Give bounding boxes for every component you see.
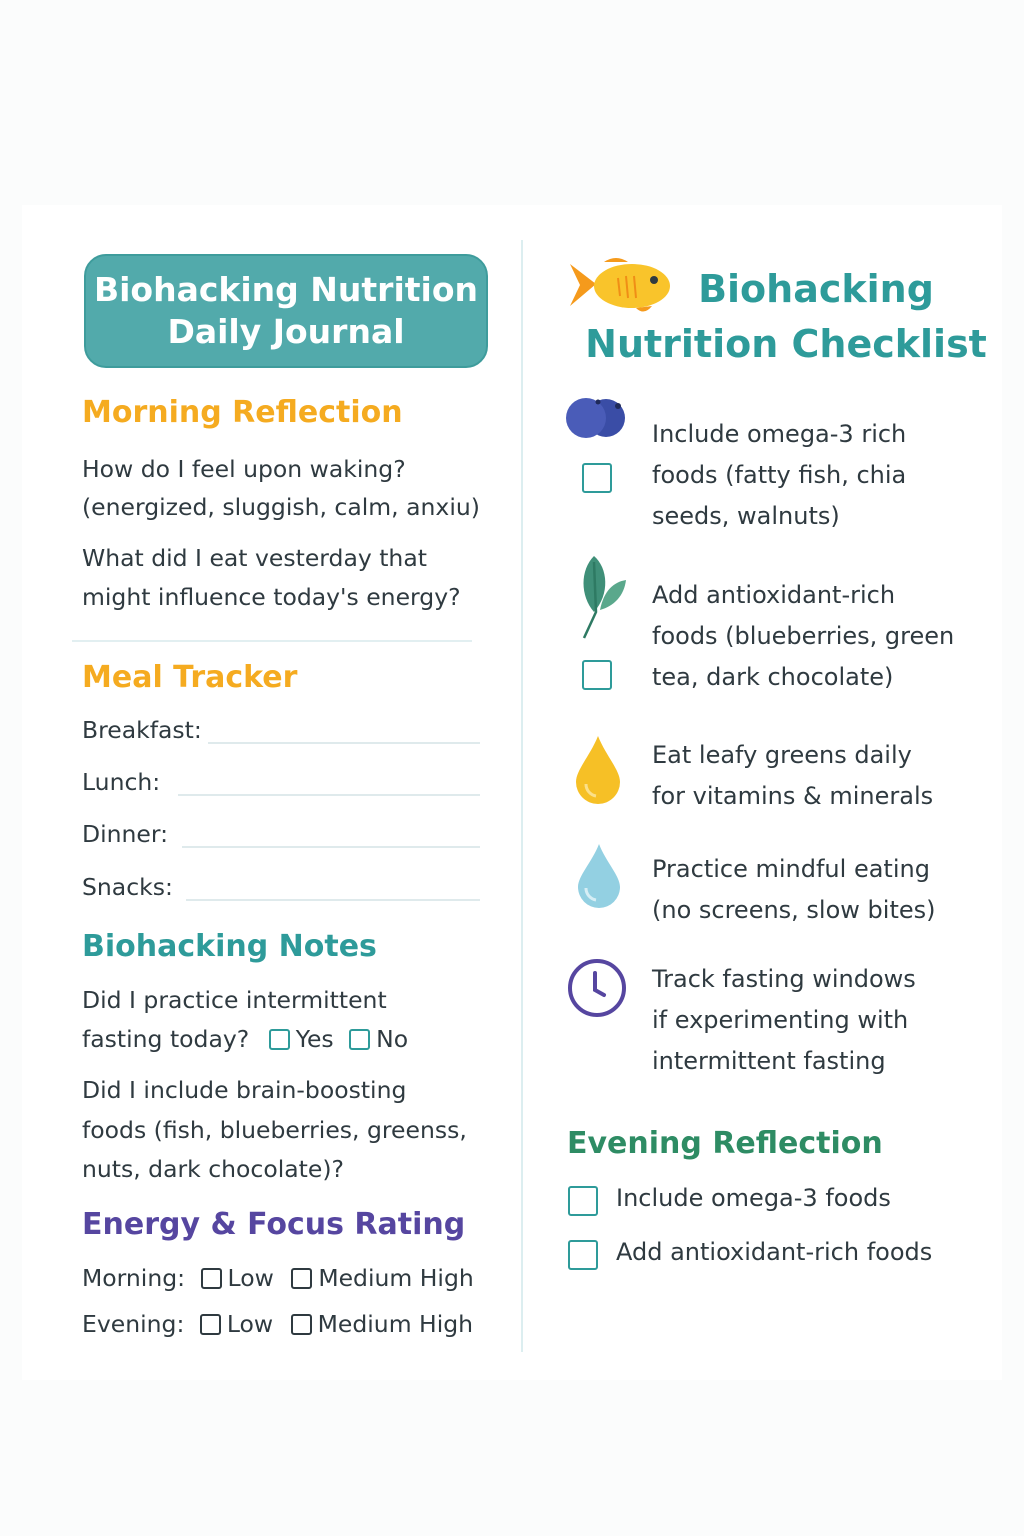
snacks-entry-line[interactable]	[186, 899, 480, 901]
checklist-item-2-line3: tea, dark chocolate)	[652, 663, 894, 691]
dinner-entry-line[interactable]	[182, 846, 480, 848]
column-divider	[521, 240, 523, 1352]
checklist-item-3-line1: Eat leafy greens daily	[652, 741, 912, 769]
checklist-item-2-line2: foods (blueberries, green	[652, 622, 955, 650]
snacks-label: Snacks:	[82, 873, 173, 901]
dinner-row	[82, 820, 482, 852]
breakfast-entry-line[interactable]	[208, 742, 480, 744]
checklist-item-5-line2: if experimenting with	[652, 1006, 909, 1034]
morning-question-1: How do I feel upon waking?	[82, 455, 406, 483]
lunch-label: Lunch:	[82, 768, 161, 796]
oil-drop-icon	[574, 734, 622, 806]
brain-food-question: Did I include brain-boosting	[82, 1076, 407, 1104]
morning-medium-high-checkbox[interactable]	[291, 1268, 312, 1289]
evening-medium-high-label: Medium High	[317, 1310, 474, 1338]
fasting-no-label: No	[376, 1025, 409, 1053]
checklist-item-3-line2: for vitamins & minerals	[652, 782, 934, 810]
blueberry-icon	[564, 396, 628, 442]
water-drop-icon	[576, 842, 622, 910]
brain-food-question-cont: foods (fish, blueberries, greenss,	[82, 1116, 467, 1144]
fasting-yes-checkbox[interactable]	[269, 1029, 290, 1050]
biohacking-notes-heading: Biohacking Notes	[82, 929, 377, 964]
morning-rating-label: Morning:	[82, 1264, 186, 1292]
leaf-icon	[574, 554, 630, 640]
fasting-yes-label: Yes	[295, 1025, 334, 1053]
checklist-item-2-line1: Add antioxidant-rich	[652, 581, 896, 609]
journal-title-line1: Biohacking Nutrition	[93, 270, 479, 309]
morning-low-checkbox[interactable]	[201, 1268, 222, 1289]
evening-rating-label: Evening:	[82, 1310, 185, 1338]
journal-title-box	[84, 254, 488, 368]
fasting-question: Did I practice intermittent	[82, 986, 387, 1014]
checklist-item-4-line2: (no screens, slow bites)	[652, 896, 936, 924]
checklist-item-4-line1: Practice mindful eating	[652, 855, 930, 883]
evening-low-label: Low	[226, 1310, 274, 1338]
fasting-question-text: fasting today?	[82, 1025, 250, 1053]
lunch-entry-line[interactable]	[178, 794, 480, 796]
evening-medium-high-checkbox[interactable]	[291, 1314, 312, 1335]
clock-icon	[566, 957, 628, 1019]
morning-question-2: What did I eat vesterday that	[82, 544, 427, 572]
evening-checkbox-1[interactable]	[568, 1186, 598, 1216]
journal-title-line2: Daily Journal	[167, 312, 405, 351]
evening-low-checkbox[interactable]	[200, 1314, 221, 1335]
morning-medium-high-label: Medium High	[318, 1264, 474, 1292]
evening-item-2-label: Add antioxidant-rich foods	[616, 1238, 933, 1266]
checklist-title	[566, 262, 1006, 372]
checklist-title-line2: Nutrition Checklist	[585, 322, 987, 366]
checklist-box-2[interactable]	[582, 660, 612, 690]
morning-rating-row	[82, 1264, 474, 1292]
energy-rating-heading: Energy & Focus Rating	[82, 1207, 466, 1242]
checklist-title-line1: Biohacking	[698, 267, 934, 311]
morning-question-2-cont: might influence today's energy?	[82, 583, 461, 611]
dinner-label: Dinner:	[82, 820, 169, 848]
checklist-item-1	[652, 414, 906, 537]
morning-question-1-options: (energized, sluggish, calm, anxiu)	[82, 493, 480, 521]
checklist-item-5	[652, 959, 916, 1082]
checklist-item-1-line3: seeds, walnuts)	[652, 502, 840, 530]
evening-checkbox-2[interactable]	[568, 1240, 598, 1270]
morning-reflection-heading: Morning Reflection	[82, 395, 403, 430]
breakfast-row	[82, 716, 482, 748]
checklist-item-3	[652, 735, 933, 817]
breakfast-label: Breakfast:	[82, 716, 202, 744]
fasting-question-cont	[82, 1025, 408, 1053]
evening-reflection-heading: Evening Reflection	[567, 1126, 883, 1161]
fasting-no-checkbox[interactable]	[349, 1029, 370, 1050]
checklist-item-4	[652, 849, 936, 931]
checklist-box-1[interactable]	[582, 463, 612, 493]
checklist-item-1-line2: foods (fatty fish, chia	[652, 461, 907, 489]
meal-tracker-heading: Meal Tracker	[82, 660, 298, 695]
checklist-item-1-line1: Include omega-3 rich	[652, 420, 907, 448]
morning-low-label: Low	[227, 1264, 274, 1292]
lunch-row	[82, 768, 482, 800]
brain-food-question-end: nuts, dark chocolate)?	[82, 1155, 344, 1183]
section-divider	[72, 640, 472, 642]
checklist-item-5-line3: intermittent fasting	[652, 1047, 886, 1075]
evening-item-1-label: Include omega-3 foods	[616, 1184, 891, 1212]
checklist-item-5-line1: Track fasting windows	[652, 965, 916, 993]
evening-rating-row	[82, 1310, 473, 1338]
snacks-row	[82, 873, 482, 905]
checklist-item-2	[652, 575, 954, 698]
